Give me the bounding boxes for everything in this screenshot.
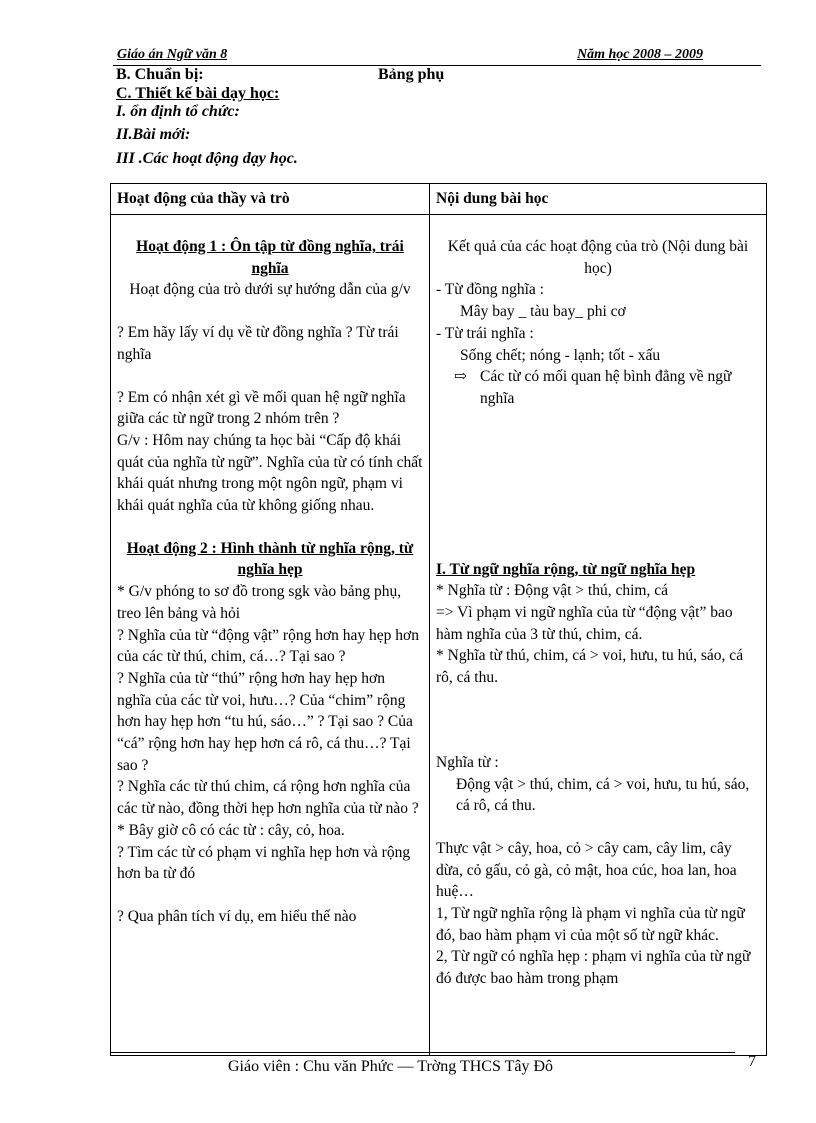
righttop-line: - Từ trái nghĩa : [436, 324, 534, 342]
leftcol-line: * G/v phóng to sơ đồ trong sgk vào bảng phụ, treo lên bảng và hỏi [117, 583, 402, 622]
rightbottom-line: 2, Từ ngữ có nghĩa hẹp : phạm vi nghĩa của từ ngữ đó được bao hàm trong phạm [436, 948, 751, 988]
footer-rule [110, 1052, 735, 1053]
col1-header: Hoạt động của thầy và trò [111, 184, 430, 215]
leftcol-line: G/v : Hôm nay chúng ta học bài “Cấp độ khái quát của nghĩa từ ngữ”. Nghĩa của từ có tính chất khái quát nhưng trong một ngôn ngữ, phạm vi khái quát nghĩa của từ không giống nhau. [117, 431, 423, 515]
leftcol-line: ? Nghĩa của từ “thú” rộng hơn hay hẹp hơn nghĩa của các từ voi, hưu…? Của “chim” rộng hơn hay hẹp hơn “tu hú, sáo…” ? Tại sao ? Của “cá” rộng hơn hay hẹp hơn cá rô, cá thu…? Tại sao ? [117, 669, 413, 774]
teacher-student-column [111, 215, 430, 1056]
section-b-value: Bảng phụ [378, 66, 445, 83]
header-left: Giáo án Ngữ văn 8 [117, 47, 228, 62]
footer-text: Giáo viên : Chu văn Phức — Trờng THCS Tây Đô [228, 1058, 553, 1075]
lesson-table [110, 183, 767, 1056]
leftcol-line [117, 366, 423, 387]
rightbottom-line: => Vì phạm vi ngữ nghĩa của từ “động vật” bao hàm nghĩa của 3 từ thú, chim, cá. [436, 604, 733, 643]
leftcol-line: ? Qua phân tích ví dụ, em hiểu thế nào [117, 907, 357, 925]
leftcol-line: ? Em hãy lấy ví dụ về từ đồng nghĩa ? Từ trái nghĩa [117, 324, 399, 363]
rightbottom-line: I. Từ ngữ nghĩa rộng, từ ngữ nghĩa hẹp [436, 560, 696, 578]
leftcol-line: Hoạt động của trò dưới sự hướng dẫn của g/v [129, 281, 411, 299]
header-right: Năm học 2008 – 2009 [577, 47, 703, 62]
arrow-conclusion [436, 366, 760, 409]
rightbottom-line: Nghĩa từ : [436, 753, 499, 771]
righttop-line: Sống chết; nóng - lạnh; tốt - xấu [460, 346, 661, 364]
righttop-line: Mây bay _ tàu bay_ phi cơ [460, 303, 626, 321]
leftcol-line: ? Em có nhận xét gì về mối quan hệ ngữ nghĩa giữa các từ ngữ trong 2 nhóm trên ? [117, 388, 406, 428]
step-i: I. ổn định tổ chức: [116, 103, 240, 120]
leftcol-line: ? Tìm các từ có phạm vi nghĩa hẹp hơn và rộng hơn ba từ đó [117, 843, 411, 883]
leftcol-line: Hoạt động 2 : Hình thành từ nghĩa rộng, từ nghĩa hẹp [126, 539, 414, 579]
rightbottom-line: Thực vật > cây, hoa, cỏ > cây cam, cây lim, cây dừa, cỏ gấu, cỏ gà, cỏ mật, hoa cúc, hoa lan, hoa huệ… [436, 839, 737, 901]
col2-header: Nội dung bài học [430, 184, 767, 215]
page-number: 7 [748, 1053, 756, 1070]
page-header [113, 47, 761, 66]
leftcol-line [117, 301, 423, 322]
lesson-content-column [430, 215, 767, 1056]
leftcol-line [117, 517, 423, 538]
step-ii: II.Bài mới: [116, 126, 191, 143]
righttop-line: Kết quả của các hoạt động của trò (Nội dung bài học) [447, 238, 749, 277]
rightbottom-line: 1, Từ ngữ nghĩa rộng là phạm vi nghĩa của từ ngữ đó, bao hàm phạm vi của một số từ ngữ khác. [436, 905, 745, 944]
rightbottom-line: Động vật > thú, chim, cá > voi, hưu, tu hú, sáo, cá rô, cá thu. [456, 775, 750, 815]
arrow-text: Các từ có mối quan hệ bình đẳng về ngữ nghĩa [480, 368, 732, 407]
rightbottom-line [436, 817, 760, 838]
rightbottom-line [436, 710, 760, 731]
leftcol-line: Hoạt động 1 : Ôn tập từ đồng nghĩa, trái nghĩa [136, 238, 404, 277]
step-iii: III .Các hoạt động dạy học. [116, 150, 298, 167]
leftcol-line [117, 885, 423, 906]
arrow-icon: ⇨ [454, 368, 467, 386]
righttop-line: - Từ đồng nghĩa : [436, 281, 544, 299]
leftcol-line: ? Nghĩa các từ thú chim, cá rộng hơn nghĩa của các từ nào, đồng thời hẹp hơn nghĩa của từ nào ? [117, 778, 419, 818]
rightbottom-line: * Nghĩa từ : Động vật > thú, chim, cá [436, 582, 668, 600]
leftcol-line: * Bây giờ cô có các từ : cây, cỏ, hoa. [117, 821, 345, 839]
section-b-label: B. Chuẩn bị: [116, 66, 204, 83]
leftcol-line: ? Nghĩa của từ “động vật” rộng hơn hay hẹp hơn của các từ thú, chim, cá…? Tại sao ? [117, 626, 419, 666]
rightbottom-line: * Nghĩa từ thú, chim, cá > voi, hưu, tu hú, sáo, cá rô, cá thu. [436, 647, 744, 687]
rightbottom-line [436, 731, 760, 752]
rightbottom-line [436, 689, 760, 710]
section-c-label: C. Thiết kế bài dạy học: [116, 85, 280, 102]
